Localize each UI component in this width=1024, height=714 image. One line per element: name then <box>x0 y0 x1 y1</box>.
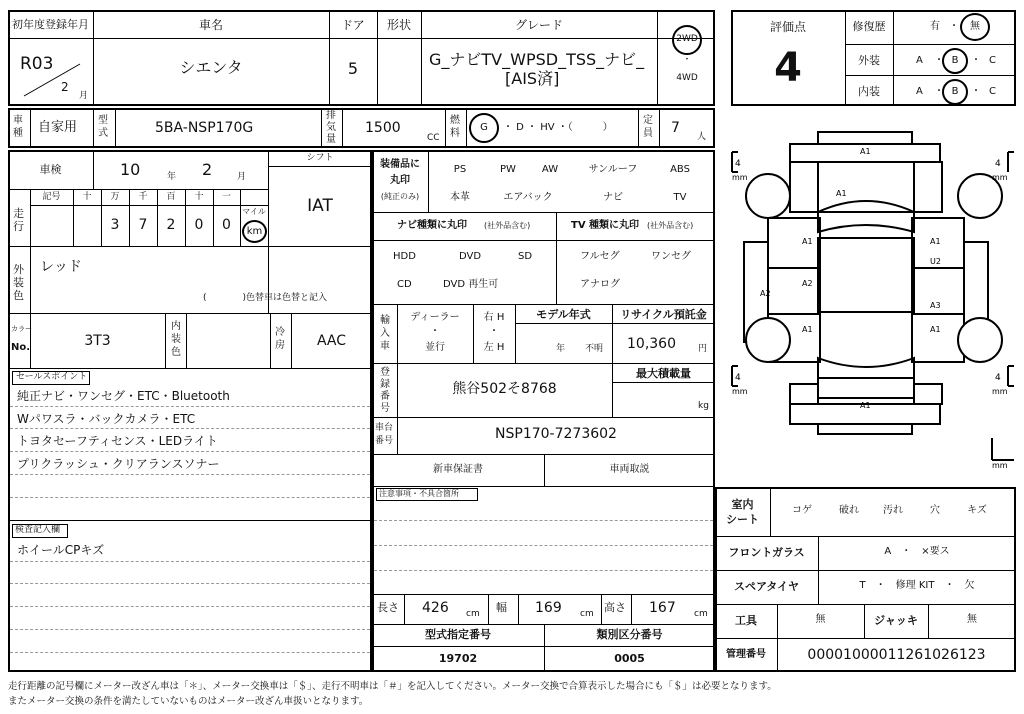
tools-value: 無 <box>815 614 826 625</box>
col-label: 一 <box>221 192 231 202</box>
rear-hatch <box>818 378 914 398</box>
mark: A1 <box>802 325 813 334</box>
fuel-label-2: 料 <box>450 128 460 139</box>
tire-depth: 4 <box>735 373 741 383</box>
sales-line: Wパワスラ・バックカメラ・ETC <box>17 412 196 426</box>
equip-item: 本革 <box>450 192 470 203</box>
glass-value: A ・ ×要ス <box>884 546 950 557</box>
col-label: 十 <box>194 192 204 202</box>
jack-value: 無 <box>967 614 977 625</box>
mm-unit: mm <box>732 387 748 396</box>
hood <box>818 162 914 212</box>
inspect-month-unit: 月 <box>237 172 247 182</box>
ext-label: 外装 <box>858 54 880 67</box>
interior-item: コゲ <box>792 505 812 516</box>
inspection-label: 検査記入欄 <box>15 525 61 535</box>
car-name-label: 車名 <box>198 18 223 32</box>
spare-label: スペアタイヤ <box>733 580 799 593</box>
inspect-year-unit: 年 <box>167 172 177 182</box>
mark: U2 <box>930 257 941 266</box>
use-value: 自家用 <box>38 120 78 135</box>
color-code: 3T3 <box>84 333 111 349</box>
fuel-g: G <box>480 122 488 133</box>
reg-month-unit: 月 <box>79 91 89 101</box>
cap-label-1: 定 <box>643 115 653 126</box>
mark: A2 <box>802 279 813 288</box>
mm-unit: mm <box>732 173 748 182</box>
grade-label: グレード <box>514 18 563 32</box>
car-diagram <box>730 122 1018 482</box>
mileage-digit: 0 <box>194 217 204 233</box>
navi-sub: (社外品含む) <box>484 221 531 230</box>
manual: 車両取説 <box>609 464 650 475</box>
length-cm: cm <box>466 609 480 619</box>
reg-year: R03 <box>20 54 54 74</box>
equip-label-3: (純正のみ) <box>380 192 420 201</box>
lh: 左 H <box>483 342 505 353</box>
score-label: 評価点 <box>769 20 806 34</box>
model-year-unit: 年 <box>556 344 566 354</box>
mark: A1 <box>860 147 871 156</box>
equip-item: エアバック <box>503 192 553 203</box>
mgmt-label: 管理番号 <box>726 649 766 660</box>
ac-label-2: 房 <box>275 340 285 351</box>
recycle-label: リサイクル預託金 <box>620 308 707 321</box>
width: 169 <box>535 600 562 616</box>
tire-rear-left <box>746 318 790 362</box>
recycle-yen: 円 <box>698 344 708 354</box>
ac-value: AAC <box>316 333 347 349</box>
tire-depth: 4 <box>995 159 1001 169</box>
sales-line: 純正ナビ・ワンセグ・ETC・Bluetooth <box>17 389 230 403</box>
rh: 右 H <box>483 312 505 323</box>
imp-dot: ・ <box>430 326 440 337</box>
reg-label-2: 録 <box>380 379 390 390</box>
ac-label-1: 冷 <box>275 327 285 338</box>
equip-item: サンルーフ <box>588 164 638 175</box>
ext-dot2: ・ <box>971 55 981 66</box>
int-color-label-2: 装 <box>171 334 181 345</box>
mgmt-value: 00001000011261026123 <box>807 647 986 663</box>
cc-unit: CC <box>427 133 440 143</box>
tv-sub: (社外品含む) <box>647 221 694 230</box>
mile-label: マイル <box>242 207 266 216</box>
chassis-value: NSP170-7273602 <box>495 426 617 442</box>
int-dot2: ・ <box>971 86 981 97</box>
first-reg-label: 初年度登録年月 <box>12 18 89 31</box>
spare-value: T ・ 修理 KIT ・ 欠 <box>859 580 975 591</box>
interior-item: 穴 <box>930 505 940 516</box>
tire-depth: 4 <box>995 373 1001 383</box>
tv-item: フルセグ <box>580 251 620 262</box>
use-label-1: 車 <box>13 115 23 126</box>
repair-label: 修復歴 <box>852 20 886 33</box>
plate: 熊谷502そ8768 <box>452 381 557 397</box>
disp-label-1: 排 <box>326 110 336 121</box>
km-label: km <box>246 226 263 237</box>
grade-line1: G_ナビTV_WPSD_TSS_ナビ_ <box>429 50 645 69</box>
interior-item: 汚れ <box>883 505 903 516</box>
mileage-digit: 2 <box>166 217 176 233</box>
chassis-label-2: 番号 <box>375 436 394 446</box>
glass-label: フロントガラス <box>728 546 805 559</box>
interior-item: キズ <box>967 505 987 516</box>
height: 167 <box>649 600 676 616</box>
int-dot1: ・ <box>934 86 944 97</box>
mark: A1 <box>930 237 941 246</box>
height-label: 高さ <box>604 601 626 614</box>
int-color-label-3: 色 <box>171 347 181 358</box>
equip-item: AW <box>541 164 559 175</box>
roof <box>818 238 914 312</box>
equip-label-2: 丸印 <box>390 175 410 186</box>
equip-item: TV <box>673 192 687 203</box>
shape-label: 形状 <box>386 18 411 32</box>
color-code-label-2: No. <box>11 342 31 353</box>
interior-label-1: 室内 <box>731 498 754 511</box>
height-cm: cm <box>694 609 708 619</box>
model-year-unknown: 不明 <box>585 344 604 354</box>
mm-unit: mm <box>992 387 1008 396</box>
model-year-label: モデル年式 <box>536 308 591 321</box>
color-label-2: 装 <box>13 276 24 289</box>
mark: A2 <box>760 289 771 298</box>
model-label-1: 型 <box>98 115 108 126</box>
inspect-month: 2 <box>202 160 213 179</box>
length: 426 <box>422 600 449 616</box>
type-label: 型式指定番号 <box>425 628 491 641</box>
mileage-sym-label: 記号 <box>42 192 61 202</box>
class-label: 類別区分番号 <box>596 628 663 641</box>
sales-label: セールスポイント <box>16 372 88 382</box>
reg-label-4: 号 <box>380 403 390 414</box>
hand-dot: ・ <box>489 326 499 337</box>
score-value: 4 <box>774 45 802 91</box>
col-label: 万 <box>110 192 120 202</box>
shift-label: シフト <box>306 153 334 163</box>
repair-no: 無 <box>970 21 980 32</box>
dealer: ディーラー <box>410 312 460 323</box>
color-label-1: 外 <box>13 263 24 276</box>
car-name: シエンタ <box>179 58 243 77</box>
int-a: A <box>916 86 923 97</box>
parallel: 並行 <box>425 342 445 353</box>
ext-b: B <box>951 55 959 66</box>
slash-line <box>22 60 82 100</box>
tv-item: アナログ <box>580 279 620 290</box>
mark: A3 <box>930 301 941 310</box>
use-label-2: 種 <box>13 128 23 139</box>
class-no: 0005 <box>614 652 645 665</box>
model-label-2: 式 <box>98 128 108 139</box>
doors: 5 <box>347 59 359 78</box>
mileage-label-2: 行 <box>13 220 24 233</box>
tire-rear-right <box>958 318 1002 362</box>
recycle-value: 10,360 <box>627 336 676 352</box>
equip-item: PS <box>453 164 467 175</box>
color-label-3: 色 <box>13 289 24 302</box>
tv-label: TV 種類に丸印 <box>571 220 640 231</box>
col-label: 百 <box>166 192 176 202</box>
mm-unit: mm <box>992 173 1008 182</box>
tools-label: 工具 <box>735 614 757 627</box>
ext-dot1: ・ <box>934 55 944 66</box>
navi-label: ナビ種類に丸印 <box>397 220 467 231</box>
drive-4wd: 4WD <box>676 73 698 83</box>
model-value: 5BA-NSP170G <box>155 120 254 136</box>
ext-a: A <box>916 55 923 66</box>
inspection-line: ホイールCPキズ <box>17 543 105 557</box>
door-label: ドア <box>341 18 365 32</box>
drive-2wd: 2WD <box>676 34 698 44</box>
shift-value: IAT <box>307 196 333 216</box>
sales-line: トヨタセーフティセンス・LEDライト <box>17 434 218 448</box>
notes-label: 注意事項・不具合箇所 <box>379 489 459 498</box>
mileage-digit: 3 <box>110 217 120 233</box>
width-label: 幅 <box>496 601 507 614</box>
disp-label-3: 量 <box>326 134 336 145</box>
color-value: レッド <box>40 259 82 275</box>
mark: A1 <box>802 237 813 246</box>
mark: A1 <box>836 189 847 198</box>
warranty: 新車保証書 <box>433 464 483 475</box>
reg-month: 2 <box>61 80 69 94</box>
equip-item: PW <box>500 164 516 175</box>
int-label: 内装 <box>858 85 880 98</box>
imp-label-3: 車 <box>380 341 390 352</box>
navi-item: DVD <box>459 251 482 262</box>
fuel-rest: ・ D ・ HV ・（ ） <box>503 122 613 133</box>
chassis-label-1: 車台 <box>375 423 394 433</box>
fuel-label-1: 燃 <box>450 115 460 126</box>
tire-depth: 4 <box>735 159 741 169</box>
drive-dot: ・ <box>682 55 692 65</box>
inspect-year: 10 <box>120 160 141 179</box>
reg-label-3: 番 <box>380 391 390 402</box>
int-color-label-1: 内 <box>171 321 181 332</box>
mileage-label-1: 走 <box>13 207 24 220</box>
navi-item: SD <box>518 251 533 262</box>
mark: A1 <box>930 325 941 334</box>
equip-item: ナビ <box>603 192 623 203</box>
max-load-label: 最大積載量 <box>636 367 691 380</box>
disp-label-2: 気 <box>326 122 336 133</box>
equip-label-1: 装備品に <box>380 159 420 170</box>
color-code-label-1: カラー <box>11 325 32 333</box>
cap-label-2: 員 <box>643 128 653 139</box>
inspect-label: 車検 <box>39 163 62 176</box>
col-label: 十 <box>82 192 92 202</box>
mileage-digit: 0 <box>222 217 231 233</box>
mileage-digit: 7 <box>138 217 148 233</box>
repair-dot: ・ <box>949 21 959 32</box>
mark: A1 <box>860 401 871 410</box>
width-cm: cm <box>580 609 594 619</box>
navi-item: DVD 再生可 <box>443 279 499 290</box>
tv-item: ワンセグ <box>651 251 691 262</box>
imp-label-1: 輸 <box>380 315 390 326</box>
capacity: 7 <box>671 120 680 136</box>
footer-line-2: またメーター交換の条件を満たしていないものはメーター改ざん車扱いとなります。 <box>8 696 369 707</box>
int-c: C <box>989 86 996 97</box>
interior-label-2: シート <box>726 513 759 526</box>
type-no: 19702 <box>438 652 478 665</box>
reg-label-1: 登 <box>380 367 390 378</box>
footer-line-1: 走行距離の記号欄にメーター改ざん車は「＊」、メーター交換車は「＄」、走行不明車は「＃」を記入してください。メーター交換で合算表示した場合にも「＄」は必要となります。 <box>8 681 777 692</box>
navi-item: HDD <box>393 251 416 262</box>
length-label: 長さ <box>377 601 399 614</box>
equip-item: ABS <box>670 164 690 175</box>
ext-c: C <box>989 55 996 66</box>
repair-yes: 有 <box>930 21 940 32</box>
imp-label-2: 入 <box>380 328 390 339</box>
sales-line: プリクラッシュ・クリアランスソナー <box>17 457 220 471</box>
navi-item: CD <box>397 279 412 290</box>
tire-front-left <box>746 174 790 218</box>
interior-item: 破れ <box>839 505 859 516</box>
jack-label: ジャッキ <box>874 614 918 627</box>
grade-line2: [AIS済] <box>505 69 560 88</box>
int-b: B <box>951 86 959 97</box>
person-unit: 人 <box>697 132 707 142</box>
color-note: ( )色替車は色替と記入 <box>203 293 328 303</box>
displacement: 1500 <box>365 120 401 136</box>
mm-unit: mm <box>992 461 1008 470</box>
kg-unit: kg <box>698 401 709 411</box>
col-label: 千 <box>138 192 148 202</box>
